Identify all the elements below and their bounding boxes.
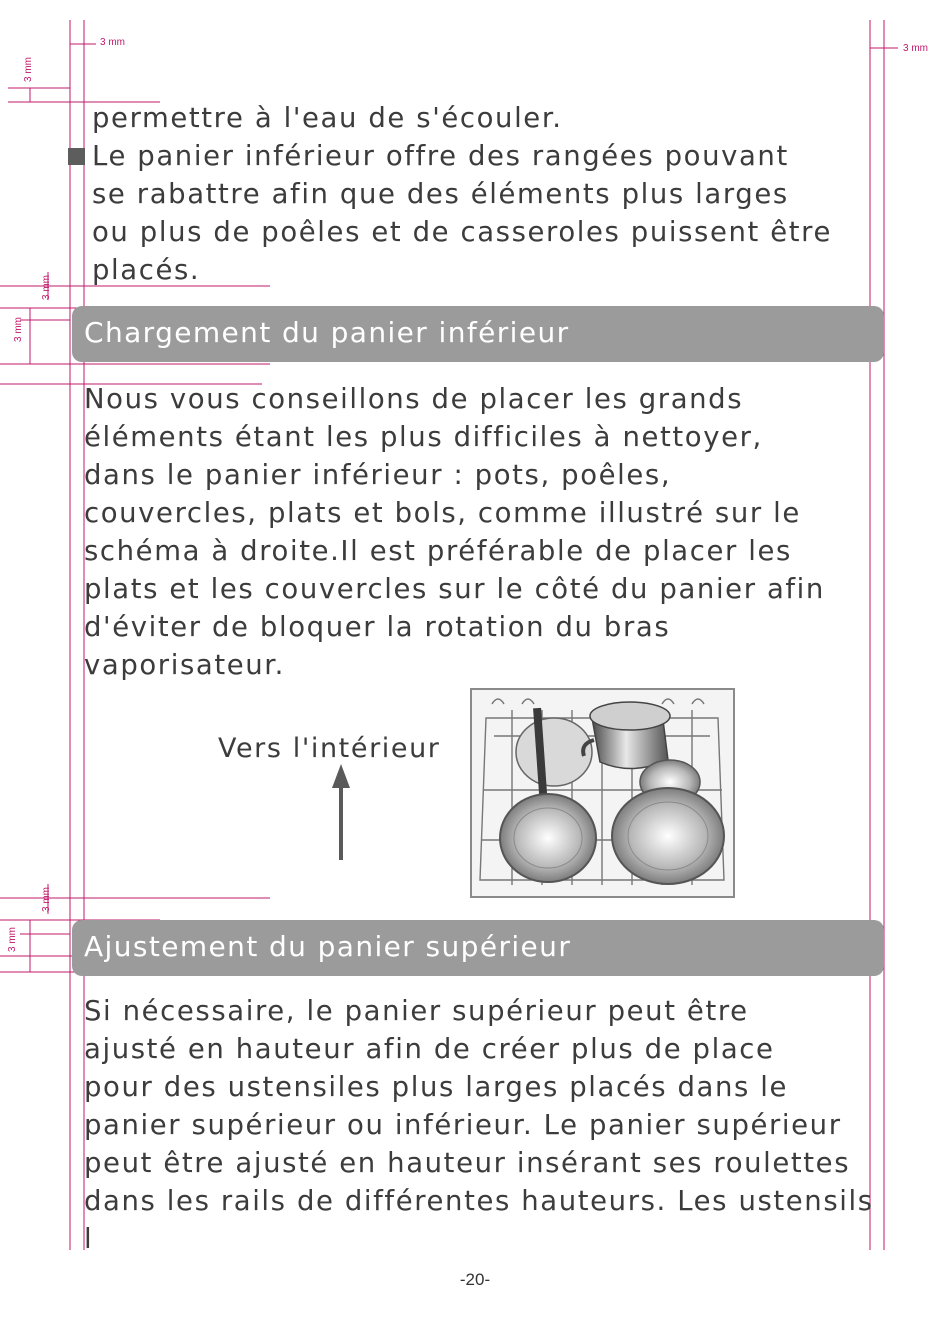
guide-label: 3 mm bbox=[41, 887, 52, 912]
section-heading-upper bbox=[72, 920, 884, 976]
dishwasher-basket-image bbox=[472, 690, 733, 896]
guide-label: 3 mm bbox=[903, 43, 928, 54]
upper-basket-paragraph: Si nécessaire, le panier supérieur peut être ajusté en hauteur afin de créer plus de place pour des ustensiles plus larges placés dans le panier supérieur ou inférieur. Le panier supérieur peut être ajusté en hauteur insérant ses roulettes dans les rails de différentes hauteurs. Les ustensils l bbox=[84, 995, 874, 1255]
bullet-paragraph: Le panier inférieur offre des rangées pouvant se rabattre afin que des éléments plus larges ou plus de poêles et de casseroles puissent être placés. bbox=[92, 140, 832, 286]
guide-label: 3 mm bbox=[100, 37, 125, 48]
lower-basket-paragraph: Nous vous conseillons de placer les grands éléments étant les plus difficiles à nettoyer, dans le panier inférieur : pots, poêles, couvercles, plats et bols, comme illustré sur le schéma à droite.Il est préférable de placer les plats et les couvercles sur le côté du panier afin d'éviter de bloquer la rotation du bras vaporisateur. bbox=[84, 383, 825, 681]
arrow-label: Vers l'intérieur bbox=[218, 733, 441, 764]
section-heading-lower-title: Chargement du panier inférieur bbox=[84, 316, 570, 349]
page-number: -20- bbox=[459, 1270, 491, 1289]
up-arrow-icon bbox=[324, 762, 358, 862]
guide-label: 3 mm bbox=[7, 927, 18, 952]
intro-line: permettre à l'eau de s'écouler. bbox=[92, 102, 563, 134]
guide-label: 3 mm bbox=[41, 275, 52, 300]
guide-label: 3 mm bbox=[23, 57, 34, 82]
section-heading-lower bbox=[72, 306, 884, 362]
section-heading-upper-title: Ajustement du panier supérieur bbox=[84, 930, 572, 963]
square-bullet-icon bbox=[68, 148, 85, 165]
lower-basket-illustration bbox=[470, 688, 735, 898]
guide-label: 3 mm bbox=[13, 317, 24, 342]
